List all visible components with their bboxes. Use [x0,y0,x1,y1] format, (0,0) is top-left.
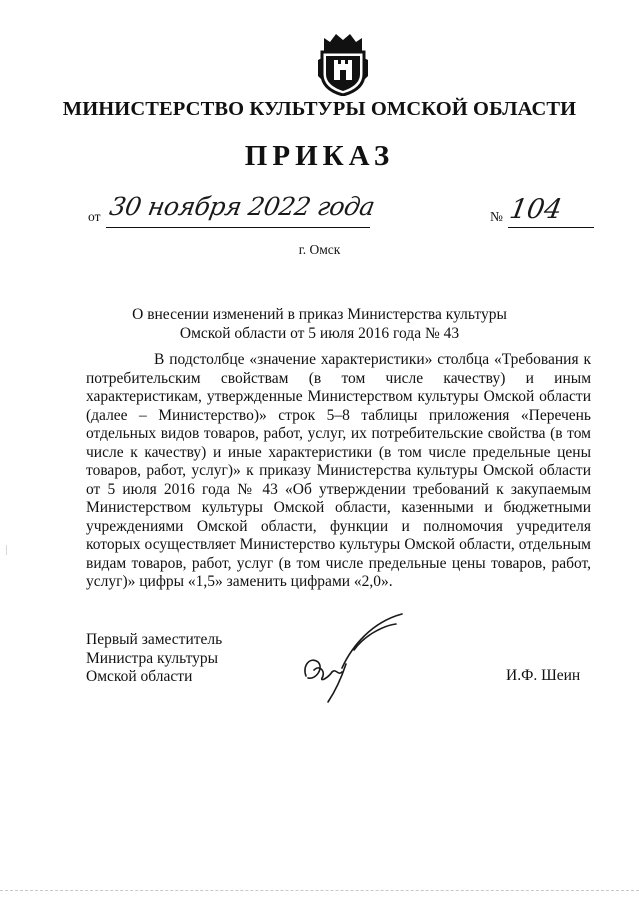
ministry-name: МИНИСТЕРСТВО КУЛЬТУРЫ ОМСКОЙ ОБЛАСТИ [62,98,577,120]
omsk-coat-of-arms-icon [316,30,370,96]
handwritten-signature-icon [292,606,412,710]
subject-line-1: О внесении изменений в приказ Министерства культуры [132,306,507,323]
subject-line-2: Омской области от 5 июля 2016 года № 43 [179,324,460,342]
position-line-1: Первый заместитель [86,631,223,648]
handwritten-number: 104 [507,194,565,225]
signatory-name: И.Ф. Шеин [506,667,581,684]
date-prefix: от [88,209,101,224]
bottom-edge-line [0,890,639,891]
date-underline [106,227,370,228]
order-body-paragraph: В подстолбце «значение характеристики» столбца «Требования к потребительским свойствам (в том числе качеству) и иным характеристикам, утвержденные Министерством культуры Омской области (далее – Министерство)» строк 5–8 таблицы приложения «Перечень отдельных видов товаров, работ, услуг, их потребительские свойства (в том числе к качеству) и иные характеристики (в том числе предельные цены товаров, работ, услуг)» к приказу Министерства культуры Омской области от 5 июля 2016 года № 43 «Об утверждении требований к закупаемым Министерством культуры Омской области, казенными и бюджетными учреждениями Омской области, функции и полномочия учредителя которых осуществляет Министерство культуры Омской области, отдельным видам товаров, работ, услуг (в том числе предельные цены товаров, работ, услуг)» цифры «1,5» заменить цифрами «2,0». [86,351,591,590]
position-line-2: Министра культуры [86,649,219,667]
order-subject [0,306,639,343]
handwritten-date: 30 ноября 2022 года [107,192,377,221]
number-underline [508,227,594,228]
signatory-position [86,631,222,687]
city: г. Омск [298,242,341,257]
document-type-title: ПРИКАЗ [244,140,395,172]
position-line-3: Омской области [86,668,193,685]
number-prefix: № [490,209,503,224]
scan-artifact [6,545,7,555]
